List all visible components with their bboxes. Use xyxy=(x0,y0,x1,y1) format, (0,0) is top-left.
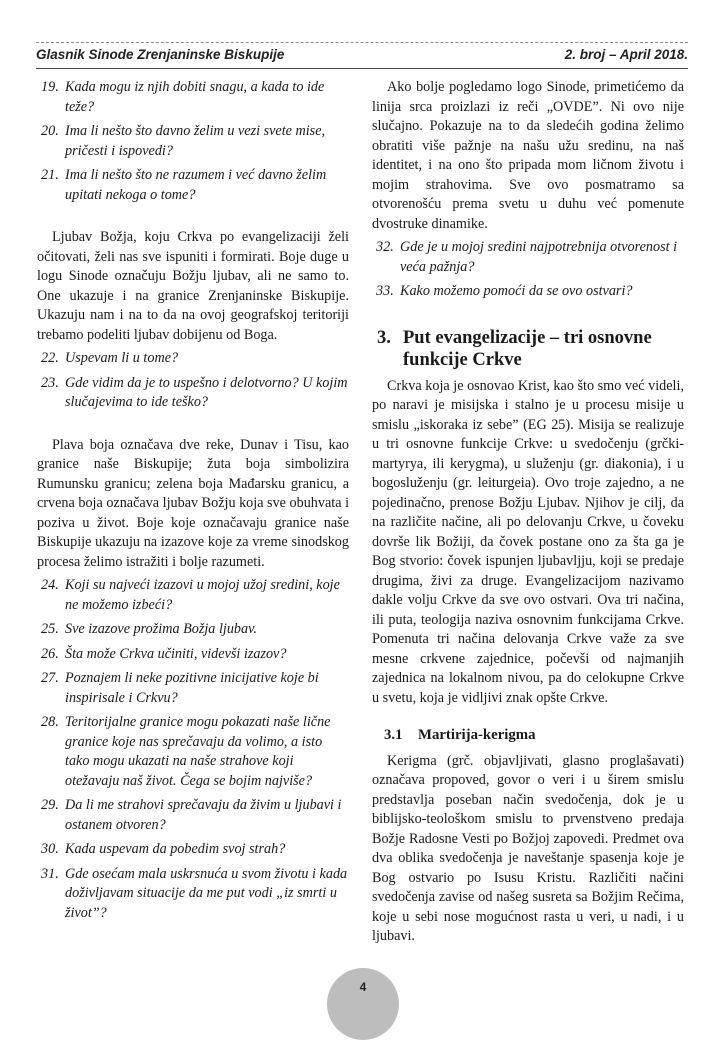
question-text: Koji su najveći izazovi u mojoj užoj sredini, koje ne možemo izbeći? xyxy=(65,577,340,613)
body-paragraph: Ako bolje pogledamo logo Sinode, primetićemo da linija srca proizlazi iz reči „OVDE”. Ni ovo nije slučajno. Pokazuje na to da sledećih godina želimo obratiti više pažnje na našu užu sredinu, na naš identitet, i na ono što pripada mom ličnom životu i mojim strahovima. Sve ovo posmatramo sa otvorenošću prema svetu u duhu već pomenute dvostruke dinamike. xyxy=(372,79,684,232)
running-header xyxy=(36,47,688,62)
subsection-heading xyxy=(372,726,684,746)
question-text: Uspevam li u tome? xyxy=(65,350,179,366)
header-rule xyxy=(36,68,688,69)
question-text: Ima li nešto što ne razumem i već davno želim upitati nekoga o tome? xyxy=(65,167,327,203)
question-text: Teritorijalne granice mogu pokazati naše lične granice koje nas sprečavaju da volimo, a isto tako mogu ukazati na naše strahove koji otežavaju naš život. Čega se bojim najviše? xyxy=(65,714,331,789)
question-item xyxy=(372,282,684,302)
question-item xyxy=(37,620,349,640)
question-list-19-21 xyxy=(37,78,349,205)
question-number: 22. xyxy=(41,350,59,366)
header-publication-title: Glasnik Sinode Zrenjaninske Biskupije xyxy=(36,47,285,62)
subsection-number: 3.1 xyxy=(384,727,403,743)
question-text: Sve izazove prožima Božja ljubav. xyxy=(65,621,257,637)
question-number: 33. xyxy=(376,283,394,299)
question-text: Kako možemo pomoći da se ovo ostvari? xyxy=(400,283,633,299)
section-number: 3. xyxy=(377,327,391,348)
question-item xyxy=(37,865,349,924)
question-list-24-31 xyxy=(37,576,349,923)
question-text: Kada uspevam da pobedim svoj strah? xyxy=(65,841,286,857)
question-number: 27. xyxy=(41,670,59,686)
question-number: 25. xyxy=(41,621,59,637)
question-number: 19. xyxy=(41,79,59,95)
question-item xyxy=(37,122,349,161)
question-number: 26. xyxy=(41,645,59,662)
question-number: 23. xyxy=(41,374,59,391)
body-paragraph: Crkva koja je osnovao Krist, kao što smo već videli, po naravi je misijska i stalno je u procesu misije u smislu „iskoraka iz sebe” (EG 25). Misija se realizuje u tri osnovne funkcije Crkve: u svedočenju (grčki-martyrya, ili kerygma), u služenju (gr. diakonia), i u bogosluženju (gr. leiturgeia). Ovo troje zajedno, a ne pojedinačno, prenose Božju Ljubav. Njihov je cilj, da na različite načine, ali po delovanju Crkve, u čoveku dovrše lik Božiji, da čovek postane ono za šta ga je Bog stvorio: čovek ispunjen ljubavljju, koji se predaje drugima, živi za druge. Evangelizacijom nazivamo dakle volju Crkve da sve ovo ostvari. Ova tri načina, ili puta, teologija naziva osnovnim funkcijama Crkve. Pomenuta tri načina delovanja Crkve važe za sve mesne crkvene zajednice, počevši od najmanjih zajednica na lokalnom nivou, pa do celokupne Crkve u svetu, koja je vidljivi znak opšte Crkve. xyxy=(372,377,684,706)
body-paragraph: Plava boja označava dve reke, Dunav i Tisu, kao granice naše Biskupije; žuta boja simbolizira Rumunsku granicu; zelena boja Mađarsku granicu, a crvena boja označava ljubav Božju koja sve obuhvata i poziva u život. Boje koje označavaju granice naše Biskupije ukazuju na izazove koje za vreme sinodskog procesa želimo istražiti i bolje razumeti. xyxy=(37,436,350,570)
page-number-badge xyxy=(327,968,399,1040)
question-text: Da li me strahovi sprečavaju da živim u ljubavi i ostanem otvoren? xyxy=(65,797,342,833)
question-text: Kada mogu iz njih dobiti snagu, a kada to ide teže? xyxy=(65,79,325,115)
top-dashed-rule xyxy=(36,42,688,43)
question-number: 20. xyxy=(41,123,59,139)
question-item xyxy=(37,166,349,205)
question-number: 29. xyxy=(41,797,59,813)
question-text: Šta može Crkva učiniti, videvši izazov? xyxy=(65,645,287,662)
question-item xyxy=(37,374,349,413)
right-column xyxy=(372,78,684,947)
question-text: Gde vidim da je to uspešno i delotvorno? U kojim slučajevima to ide teško? xyxy=(65,374,348,410)
question-number: 21. xyxy=(41,167,59,183)
question-list-22-23 xyxy=(37,349,349,413)
page-number: 4 xyxy=(359,980,367,994)
question-number: 31. xyxy=(41,865,59,882)
question-item xyxy=(37,796,349,835)
body-paragraph: Ljubav Božja, koju Crkva po evangelizaciji želi očitovati, želi nas sve ispuniti i formirati. Boje duge u logu Sinode označuju Božju ljubav, ali ne samo to. One ukazuje i na granice Zrenjaninske Biskupije. Ukazuju nam i na to da na ovoj geografskoj teritoriji trebamo podeliti ljubav dobijenu od Boga. xyxy=(37,229,349,343)
question-text: Poznajem li neke pozitivne inicijative koje bi inspirisale i Crkvu? xyxy=(65,670,319,706)
question-text: Gde je u mojoj sredini najpotrebnija otvorenost i veća pažnja? xyxy=(400,239,678,275)
body-paragraph: Kerigma (grč. objavljivati, glasno proglašavati) označava propoved, govor o veri i u širem smislu predstavlja poseban način svedočenja, dok je u biblijsko-teološkom smislu to prvenstveno predaja Božje Radosne Vesti po Božjoj zapovedi. Predmet ova dva oblika svedočenja je naveštanje spasenja koje je Bog ostvario po Isusu Kristu. Različiti načini svedočenja zavise od našeg susreta sa Božjim Rečima, koje u sebi nose mogućnost rasta u veri, u nadi, i u ljubavi. xyxy=(372,752,684,944)
question-item xyxy=(372,238,684,277)
question-item xyxy=(37,576,349,615)
question-number: 24. xyxy=(41,577,59,593)
section-title: Put evangelizacije – tri osnovne funkcije Crkve xyxy=(403,327,652,370)
question-text: Ima li nešto što davno želim u vezi svete mise, pričesti i ispovedi? xyxy=(65,123,326,159)
question-number: 30. xyxy=(41,841,59,857)
header-issue-date: 2. broj – April 2018. xyxy=(564,47,688,62)
question-item xyxy=(37,349,349,369)
section-heading xyxy=(372,327,684,371)
question-number: 28. xyxy=(41,714,59,730)
question-list-32-33 xyxy=(372,238,684,302)
subsection-title: Martirija-kerigma xyxy=(418,727,536,743)
question-item xyxy=(37,840,349,860)
left-column xyxy=(37,78,349,928)
question-item xyxy=(37,713,349,791)
question-number: 32. xyxy=(376,239,394,255)
question-item xyxy=(37,669,349,708)
question-text: Gde osećam mala uskrsnuća u svom životu i kada doživljavam situacije da me put vodi „iz smrti u život”? xyxy=(65,865,348,921)
question-item xyxy=(37,78,349,117)
question-item xyxy=(37,645,349,665)
